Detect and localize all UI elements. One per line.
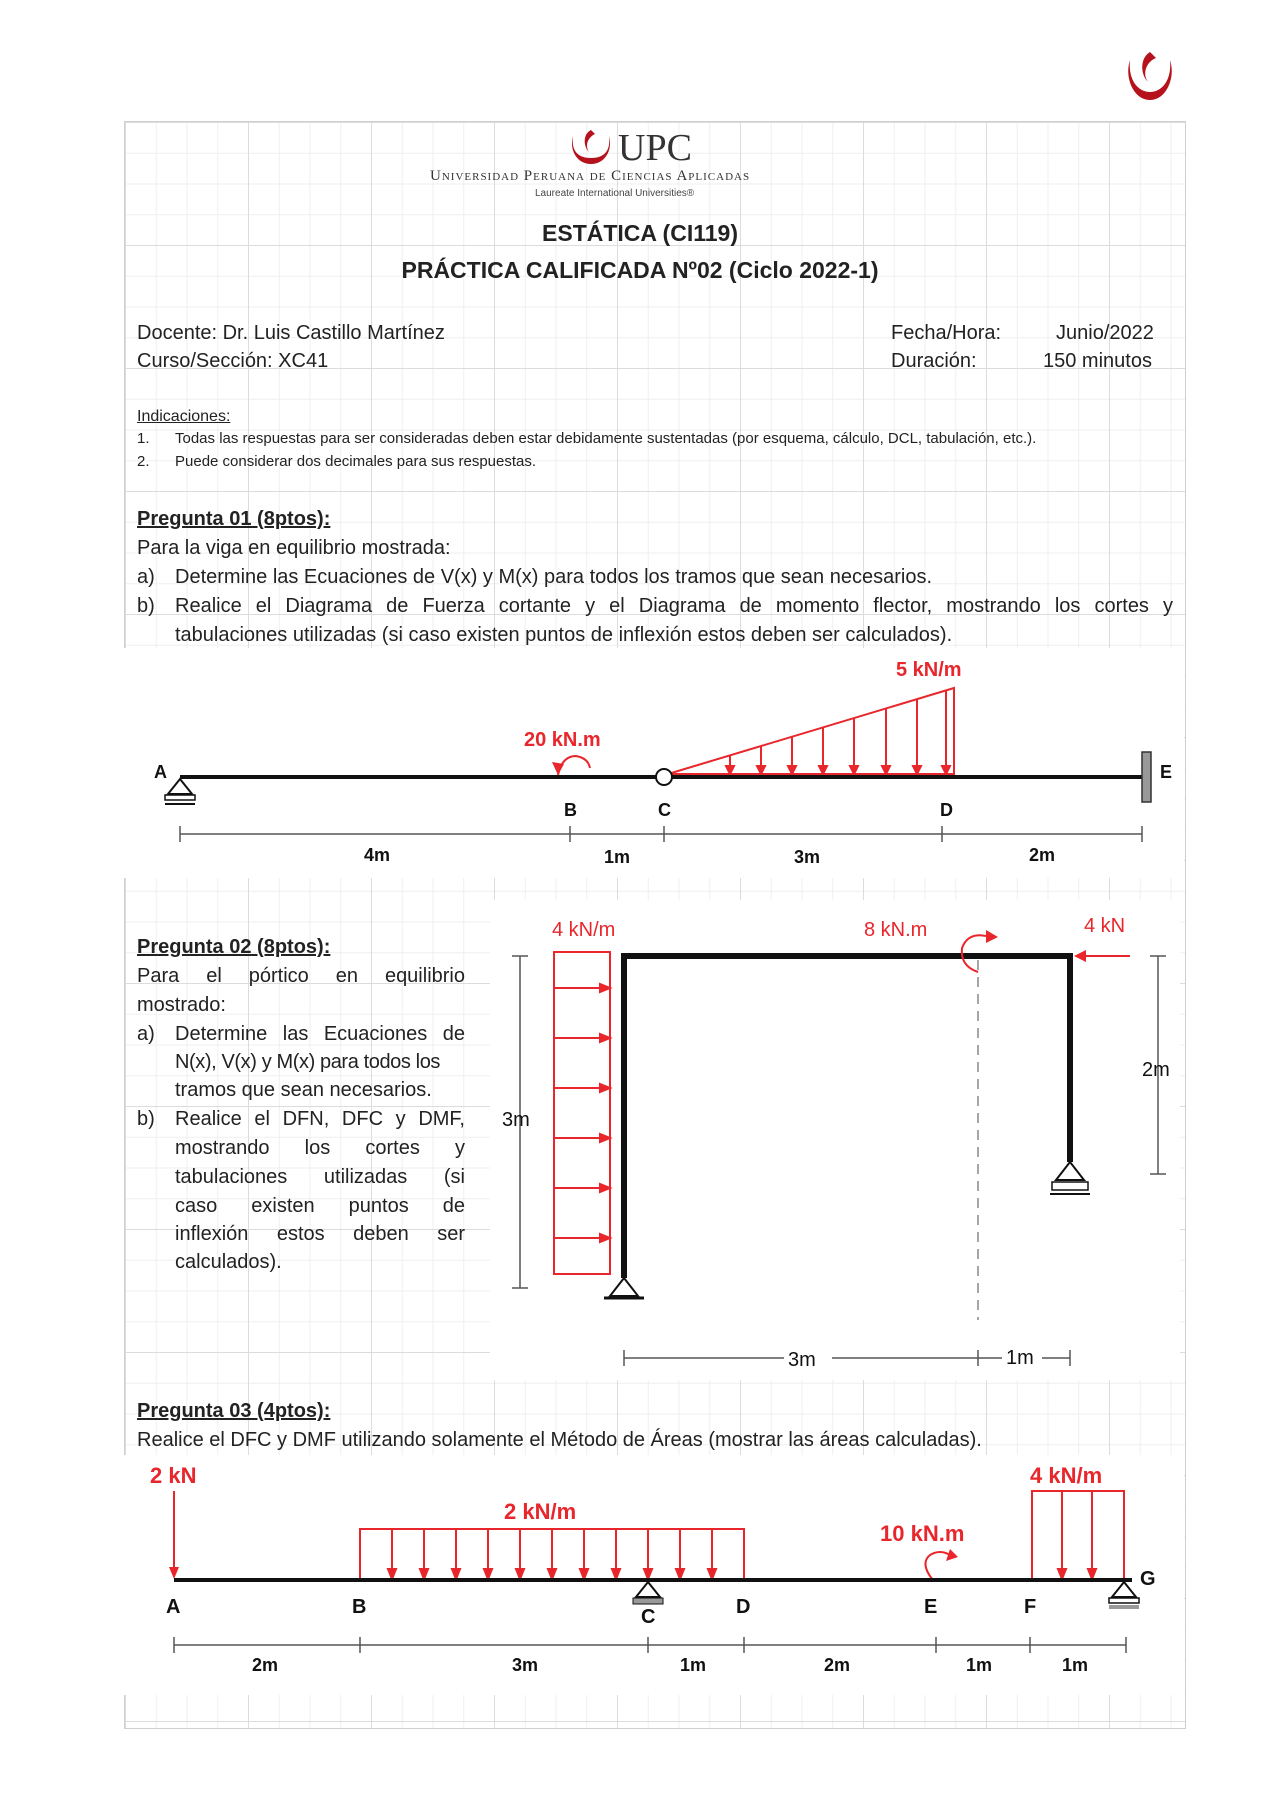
q2-b-text-2: mostrando los cortes y bbox=[175, 1137, 465, 1159]
indication-2-num: 2. bbox=[137, 453, 150, 470]
q1-b-text-1: Realice el Diagrama de Fuerza cortante y el Diagrama de momento flector, mostrando los cortes y bbox=[175, 595, 1173, 617]
q1-fixed-support-e-icon bbox=[1142, 752, 1151, 802]
date-label: Fecha/Hora: bbox=[891, 322, 1002, 344]
q3-dim-fg: 1m bbox=[1062, 1655, 1089, 1675]
q3-dim-ef: 1m bbox=[966, 1655, 993, 1675]
q1-moment-label: 20 kN.m bbox=[524, 729, 601, 751]
q2-dim-overhang: 1m bbox=[1006, 1347, 1034, 1369]
q3-point-a: A bbox=[166, 1596, 181, 1618]
q3-moment-label: 10 kN.m bbox=[880, 1521, 965, 1546]
duration-label: Duración: bbox=[891, 350, 977, 372]
q2-dim-span: 3m bbox=[788, 1349, 816, 1371]
q1-dim-de: 2m bbox=[1029, 845, 1056, 865]
exam-subtitle: PRÁCTICA CALIFICADA Nº02 (Ciclo 2022-1) bbox=[401, 257, 879, 283]
q3-point-load-label: 2 kN bbox=[150, 1463, 197, 1488]
indication-2-text: Puede considerar dos decimales para sus respuestas. bbox=[175, 453, 537, 470]
q3-dim-bc: 3m bbox=[512, 1655, 539, 1675]
q2-a-label: a) bbox=[137, 1023, 155, 1045]
q2-dim-right-height: 2m bbox=[1142, 1059, 1170, 1081]
duration-value: 150 minutos bbox=[1043, 350, 1152, 372]
q1-dim-cd: 3m bbox=[794, 847, 821, 867]
indication-1-text: Todas las respuestas para ser consideradas deben estar debidamente sustentadas (por esquema, cálculo, DCL, tabulación, etc.). bbox=[175, 430, 1037, 447]
q1-a-label: a) bbox=[137, 566, 155, 588]
q2-a-text-1: Determine las Ecuaciones de bbox=[175, 1023, 465, 1045]
teacher: Docente: Dr. Luis Castillo Martínez bbox=[137, 322, 445, 344]
upc-emblem-icon bbox=[1118, 44, 1182, 108]
q2-a-text-2: N(x), V(x) y M(x) para todos los bbox=[175, 1051, 441, 1073]
q2-dim-height: 3m bbox=[502, 1109, 530, 1131]
q3-point-c: C bbox=[641, 1606, 656, 1628]
logo-university-name: Universidad Peruana de Ciencias Aplicadas bbox=[430, 168, 751, 184]
q2-intro-2: mostrado: bbox=[137, 994, 226, 1016]
q3-point-f: F bbox=[1024, 1596, 1037, 1618]
course-section: Curso/Sección: XC41 bbox=[137, 350, 329, 372]
q1-dim-ab: 4m bbox=[364, 845, 391, 865]
q1-load-label: 5 kN/m bbox=[896, 659, 962, 681]
q2-a-text-3: tramos que sean necesarios. bbox=[175, 1079, 432, 1101]
q3-udl-1-label: 2 kN/m bbox=[504, 1499, 577, 1524]
q2-title: Pregunta 02 (8ptos): bbox=[137, 936, 331, 958]
q3-point-b: B bbox=[352, 1596, 367, 1618]
q2-b-text-6: calculados). bbox=[175, 1251, 282, 1273]
q2-frame-figure bbox=[490, 900, 1180, 1380]
q3-dim-cd: 1m bbox=[680, 1655, 707, 1675]
q1-point-a: A bbox=[154, 762, 167, 782]
upc-logo-icon bbox=[565, 128, 625, 168]
q1-b-text-2: tabulaciones utilizadas (si caso existen puntos de inflexión estos deben ser calculados). bbox=[175, 624, 953, 646]
q1-point-e: E bbox=[1160, 762, 1173, 782]
q2-b-text-5: inflexión estos deben ser bbox=[175, 1223, 465, 1245]
q3-beam-figure bbox=[124, 1455, 1184, 1695]
date-value: Junio/2022 bbox=[1056, 322, 1154, 344]
q2-moment-label: 8 kN.m bbox=[864, 919, 928, 941]
logo-laureate: Laureate International Universities® bbox=[535, 188, 695, 199]
q3-udl-2-label: 4 kN/m bbox=[1030, 1463, 1103, 1488]
q1-title: Pregunta 01 (8ptos): bbox=[137, 508, 331, 530]
q1-beam-figure bbox=[124, 648, 1184, 878]
q1-point-c: C bbox=[658, 800, 671, 820]
indications-title: Indicaciones: bbox=[137, 408, 231, 425]
q1-a-text: Determine las Ecuaciones de V(x) y M(x) para todos los tramos que sean necesarios. bbox=[175, 566, 933, 588]
indication-1-num: 1. bbox=[137, 430, 150, 447]
q3-point-e: E bbox=[924, 1596, 938, 1618]
q3-dim-ab: 2m bbox=[252, 1655, 279, 1675]
q2-b-text-1: Realice el DFN, DFC y DMF, bbox=[175, 1108, 465, 1130]
q2-b-text-4: caso existen puntos de bbox=[175, 1195, 465, 1217]
q1-point-b: B bbox=[564, 800, 577, 820]
q2-b-text-3: tabulaciones utilizadas (si bbox=[175, 1166, 465, 1188]
exam-title: ESTÁTICA (CI119) bbox=[542, 220, 738, 246]
q2-intro-1: Para el pórtico en equilibrio bbox=[137, 965, 465, 987]
q1-hinge-c bbox=[656, 769, 672, 785]
q1-b-label: b) bbox=[137, 595, 155, 617]
q3-point-d: D bbox=[736, 1596, 751, 1618]
q1-point-d: D bbox=[940, 800, 953, 820]
q3-point-g: G bbox=[1140, 1568, 1156, 1590]
q2-b-label: b) bbox=[137, 1108, 155, 1130]
logo-upc-text: UPC bbox=[618, 127, 692, 169]
q3-title: Pregunta 03 (4ptos): bbox=[137, 1400, 331, 1422]
q2-force-label: 4 kN bbox=[1084, 915, 1126, 937]
q3-dim-de: 2m bbox=[824, 1655, 851, 1675]
q3-text: Realice el DFC y DMF utilizando solamente el Método de Áreas (mostrar las áreas calculadas). bbox=[137, 1429, 982, 1451]
q2-dist-label: 4 kN/m bbox=[552, 919, 616, 941]
q1-intro: Para la viga en equilibrio mostrada: bbox=[137, 537, 451, 559]
q1-dim-bc: 1m bbox=[604, 847, 631, 867]
